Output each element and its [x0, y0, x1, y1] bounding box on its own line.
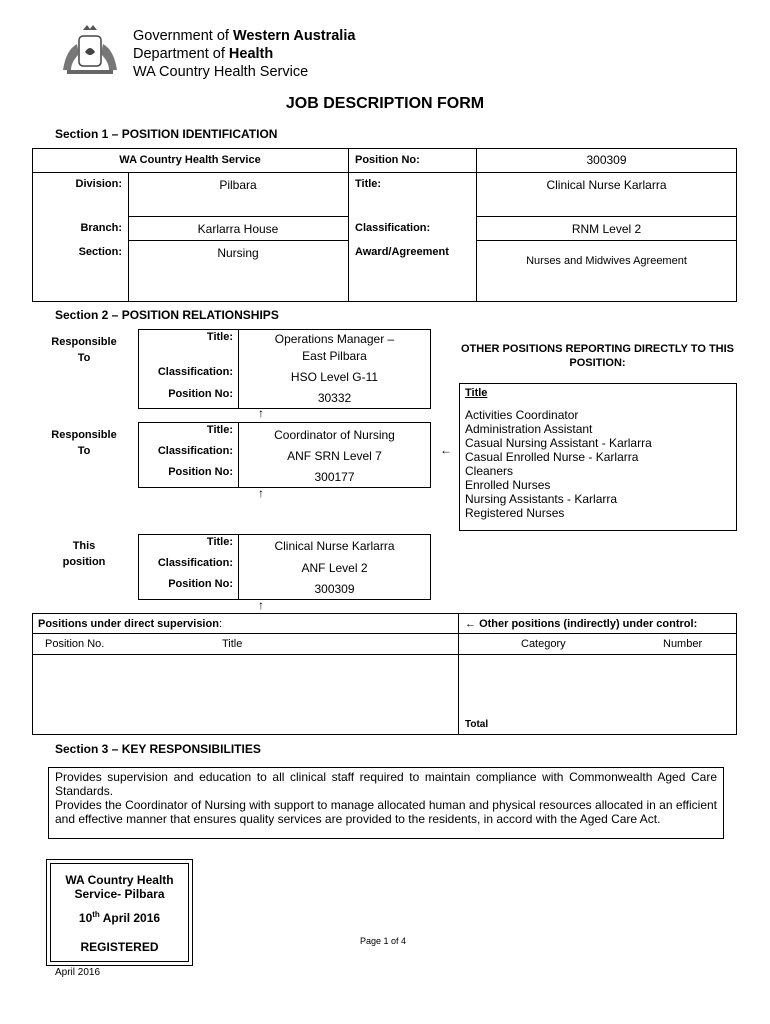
list-item: Nursing Assistants - Karlarra: [465, 492, 618, 506]
box2-title-label: Title:: [206, 424, 233, 436]
section-value: Nursing: [217, 246, 259, 260]
list-item: Casual Nursing Assistant - Karlarra: [465, 436, 652, 450]
service-name: WA Country Health Service: [119, 154, 261, 166]
form-title: JOB DESCRIPTION FORM: [285, 95, 485, 112]
box3-class-label: Classification:: [157, 557, 233, 569]
box1-title: Operations Manager – East Pilbara: [274, 332, 395, 363]
this-position-label: This position: [62, 540, 106, 568]
col-title: Title: [222, 638, 243, 650]
arrow-left-icon: ←: [440, 443, 452, 457]
box1-posno-label: Position No:: [168, 388, 233, 400]
box2-posno-label: Position No:: [168, 466, 233, 478]
list-item: Cleaners: [465, 464, 514, 478]
box1-class: HSO Level G-11: [290, 370, 379, 384]
responsible-to-label-1: Responsible To: [51, 336, 117, 364]
box3-title-label: Title:: [206, 536, 233, 548]
box2-class-label: Classification:: [157, 445, 233, 457]
box3-class: ANF Level 2: [301, 561, 368, 575]
list-item: Enrolled Nurses: [465, 478, 551, 492]
list-item: Activities Coordinator: [465, 408, 579, 422]
key-responsibilities-box: [48, 767, 724, 839]
branch-value: Karlarra House: [197, 222, 279, 236]
award-value: Nurses and Midwives Agreement: [526, 255, 687, 267]
section2-heading: Section 2 – POSITION RELATIONSHIPS: [55, 308, 279, 322]
section1-heading: Section 1 – POSITION IDENTIFICATION: [55, 127, 278, 141]
box2-class: ANF SRN Level 7: [287, 449, 382, 463]
title-label: Title:: [355, 178, 382, 190]
position-no-label: Position No:: [355, 154, 420, 166]
responsibility-paragraph: Provides supervision and education to all clinical staff required to maintain compliance with Commonwealth Aged Care Standards.: [55, 770, 717, 798]
other-positions-list: [465, 408, 652, 520]
stamp-registered: REGISTERED: [80, 940, 159, 954]
list-item: Casual Enrolled Nurse - Karlarra: [465, 450, 639, 464]
page-number: Page 1 of 4: [360, 936, 407, 946]
col-position-no: Position No.: [45, 638, 105, 650]
division-value: Pilbara: [219, 178, 257, 192]
award-label: Award/Agreement: [355, 246, 449, 258]
header-line-1: Government of Western Australia: [133, 28, 356, 44]
box1-title-label: Title:: [206, 331, 233, 343]
other-positions-heading: OTHER POSITIONS REPORTING DIRECTLY TO THIS POSITION:: [461, 343, 734, 369]
box2-title: Coordinator of Nursing: [274, 428, 395, 442]
section3-heading: Section 3 – KEY RESPONSIBILITIES: [55, 742, 261, 756]
box3-title: Clinical Nurse Karlarra: [274, 539, 395, 553]
arrow-up-icon: ↑: [258, 486, 264, 500]
title-value: Clinical Nurse Karlarra: [546, 178, 667, 192]
arrow-up-icon: ↑: [258, 406, 264, 420]
box1-class-label: Classification:: [157, 366, 233, 378]
header-line-3: WA Country Health Service: [133, 64, 309, 80]
stamp-date: 10th April 2016: [78, 910, 161, 925]
stamp-line-1: WA Country Health: [65, 873, 174, 887]
other-positions-title-header: Title: [465, 387, 488, 399]
col-category: Category: [521, 638, 566, 650]
footer-date: April 2016: [55, 967, 101, 978]
total-label: Total: [465, 719, 489, 730]
list-item: Registered Nurses: [465, 506, 565, 520]
indirect-control-label: ← Other positions (indirectly) under control:: [465, 618, 698, 630]
responsible-to-label-2: Responsible To: [51, 429, 117, 457]
responsibility-paragraph: Provides the Coordinator of Nursing with support to manage allocated human and physical resources allocated in an efficient and effective manner that ensures quality services are provided to the residents, in accord with the Aged Care Act.: [55, 798, 717, 826]
division-label: Division:: [75, 178, 122, 190]
header-line-2: Department of Health: [133, 46, 274, 62]
box1-posno: 30332: [317, 391, 352, 405]
list-item: Administration Assistant: [465, 422, 593, 436]
col-number: Number: [663, 638, 703, 650]
wa-crest-logo: [55, 22, 125, 82]
direct-supervision-label: Positions under direct supervision:: [38, 618, 222, 630]
supervision-table: [32, 613, 737, 735]
classification-label: Classification:: [355, 222, 431, 234]
box3-posno: 300309: [314, 582, 355, 596]
box3-posno-label: Position No:: [168, 578, 233, 590]
box2-posno: 300177: [314, 470, 355, 484]
arrow-up-icon: ↑: [258, 598, 264, 612]
stamp-line-2: Service- Pilbara: [74, 887, 165, 901]
branch-label: Branch:: [80, 222, 122, 234]
position-no-value: 300309: [586, 153, 627, 167]
classification-value: RNM Level 2: [571, 222, 642, 236]
section-label: Section:: [78, 246, 122, 258]
arrow-left-icon: ←: [465, 618, 476, 630]
